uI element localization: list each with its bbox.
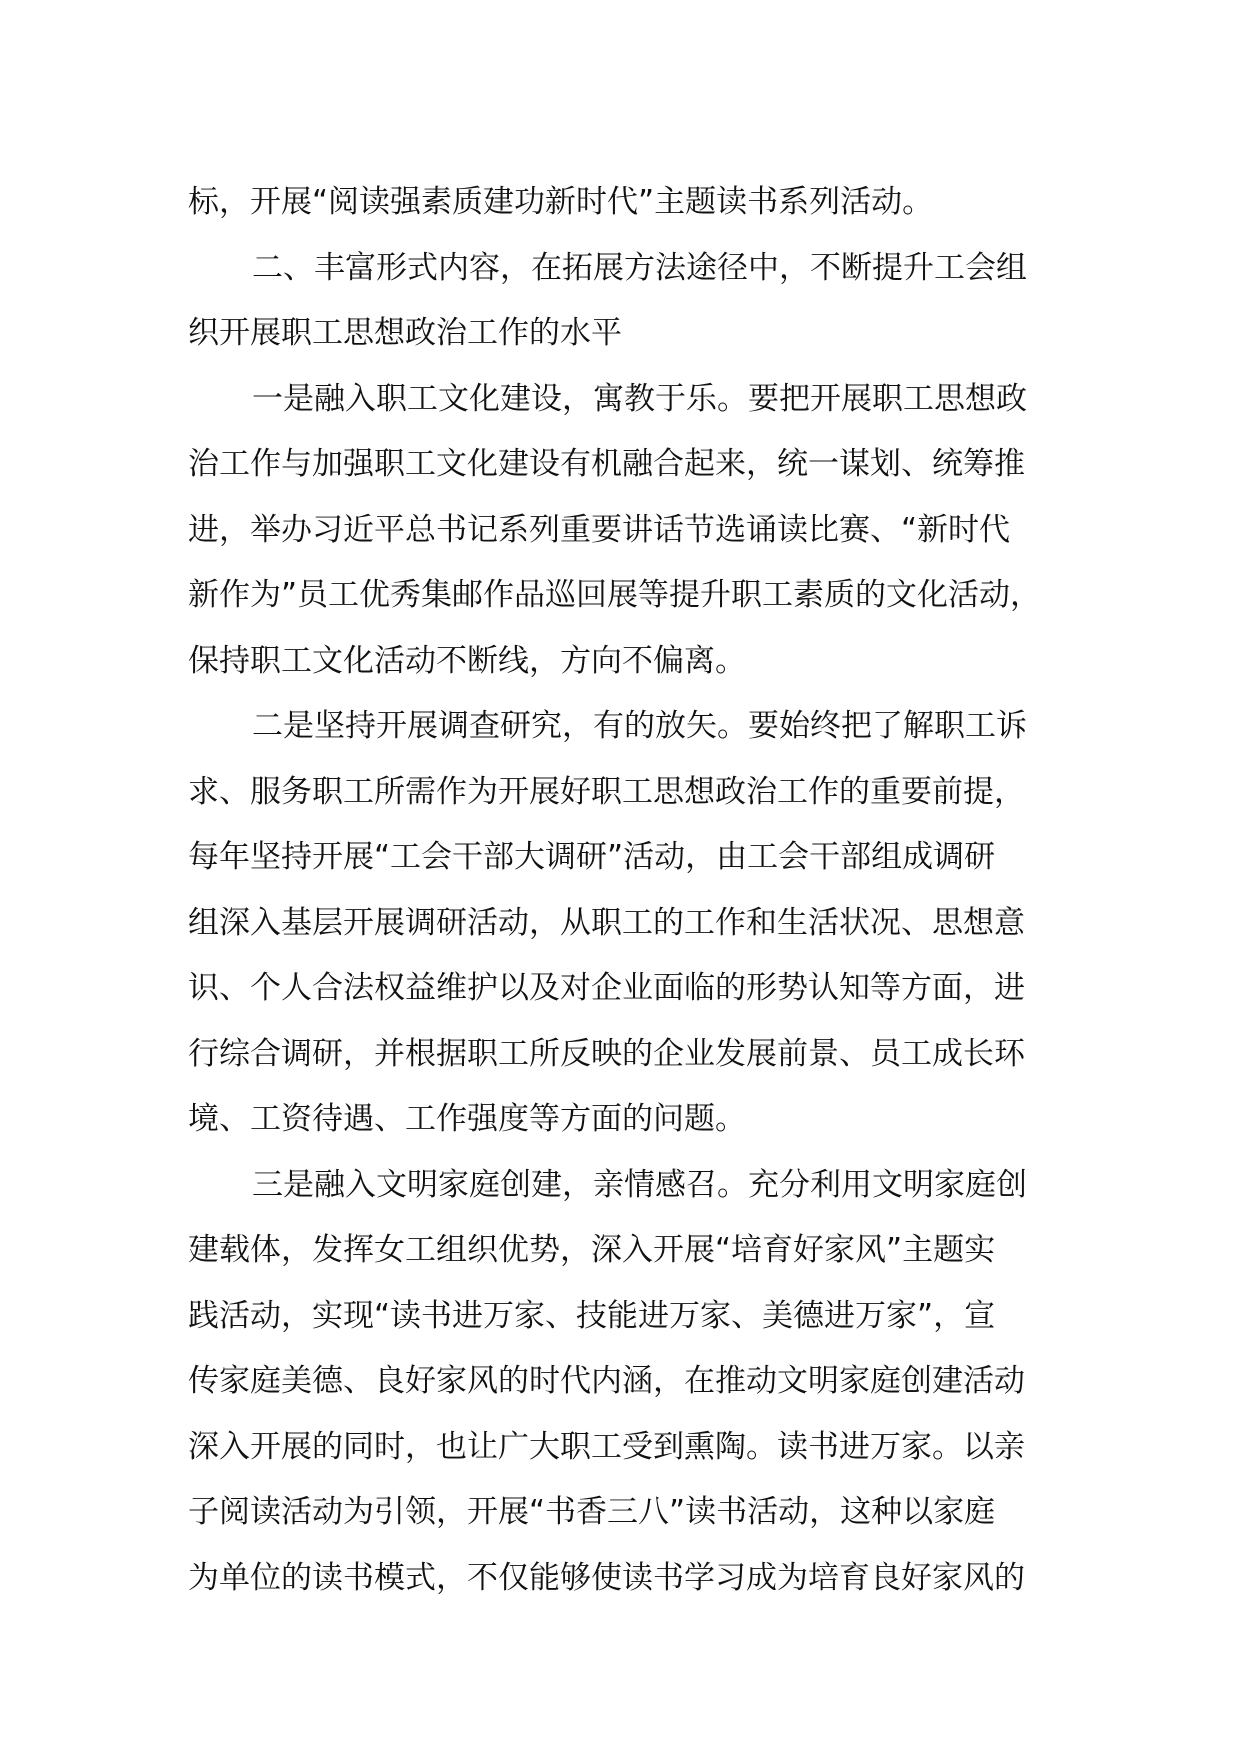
text-line: 子阅读活动为引领，开展“书香三八”读书活动，这种以家庭 (188, 1494, 996, 1530)
text-line: 一是融入职工文化建设，寓教于乐。要把开展职工思想政 (252, 380, 1027, 417)
text-line: 行综合调研，并根据职工所反映的企业发展前景、员工成长环 (188, 1035, 1025, 1072)
text-line: 治工作与加强职工文化建设有机融合起来，统一谋划、统筹推 (188, 446, 1025, 482)
text-line: 保持职工文化活动不断线，方向不偏离。 (188, 642, 746, 679)
body-text (188, 170, 1100, 1611)
text-line: 境、工资待遇、工作强度等方面的问题。 (188, 1101, 746, 1137)
text-line: 三是融入文明家庭创建，亲情感召。充分利用文明家庭创 (252, 1166, 1027, 1203)
text-line: 二是坚持开展调查研究，有的放矢。要始终把了解职工诉 (252, 708, 1027, 744)
text-line: 进，举办习近平总书记系列重要讲话节选诵读比赛、“新时代 (188, 511, 1011, 548)
text-line: 为单位的读书模式，不仅能够使读书学习成为培育良好家风的 (188, 1559, 1025, 1596)
text-line: 每年坚持开展“工会干部大调研”活动，由工会干部组成调研 (188, 839, 996, 875)
text-line: 求、服务职工所需作为开展好职工思想政治工作的重要前提， (188, 773, 1025, 810)
text-line: 深入开展的同时，也让广大职工受到熏陶。读书进万家。以亲 (188, 1428, 1025, 1465)
text-line: 织开展职工思想政治工作的水平 (188, 315, 622, 351)
text-line: 识、个人合法权益维护以及对企业面临的形势认知等方面，进 (188, 970, 1025, 1006)
text-line: 传家庭美德、良好家风的时代内涵，在推动文明家庭创建活动 (188, 1363, 1025, 1399)
text-line: 践活动，实现“读书进万家、技能进万家、美德进万家”，宣 (188, 1297, 996, 1334)
text-line: 新作为”员工优秀集邮作品巡回展等提升职工素质的文化活动， (188, 577, 1042, 613)
text-line: 标，开展“阅读强素质建功新时代”主题读书系列活动。 (188, 184, 934, 220)
text-line: 建载体，发挥女工组织优势，深入开展“培育好家风”主题实 (188, 1232, 996, 1268)
text-line: 组深入基层开展调研活动，从职工的工作和生活状况、思想意 (188, 904, 1025, 941)
text-line: 二、丰富形式内容，在拓展方法途径中，不断提升工会组 (252, 249, 1027, 286)
